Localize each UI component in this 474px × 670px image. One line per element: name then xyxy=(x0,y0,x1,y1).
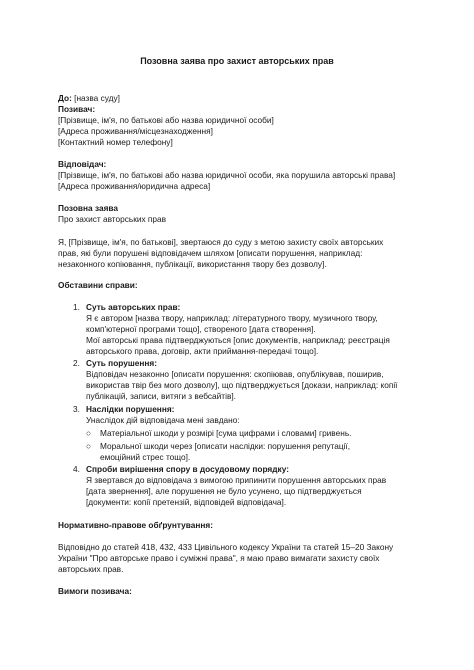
to-value: [назва суду] xyxy=(71,93,120,103)
item-line: [документи: копії претензій, відповідей відповідача]. xyxy=(86,497,287,507)
list-item xyxy=(58,464,428,512)
sub-item-line: Матеріальної шкоди у розмірі [сума цифрами і словами] гривень. xyxy=(100,428,352,438)
demands-label: Вимоги позивача: xyxy=(58,586,132,596)
item-line: Я звертався до відповідача з вимогою припинити порушення авторських прав xyxy=(86,475,387,485)
legal-basis-label: Нормативно-правове обґрунтування: xyxy=(58,520,214,530)
item-heading: Суть порушення: xyxy=(86,358,157,368)
intro-paragraph xyxy=(58,237,428,270)
list-item xyxy=(58,404,428,460)
claim-label: Позовна заява xyxy=(58,203,119,213)
intro-line: прав, які були порушені відповідачем шляхом [описати порушення, наприклад: xyxy=(58,248,363,258)
sub-bullet-item xyxy=(86,428,418,439)
item-heading: Спроби вирішення спору в досудовому порядку: xyxy=(86,464,289,474)
to-label: До: xyxy=(58,93,72,103)
list-item xyxy=(58,302,428,358)
item-number: 1. xyxy=(73,302,80,312)
intro-line: незаконного копіювання, публікації, використання твору без дозволу]. xyxy=(58,259,327,269)
item-line: Унаслідок дій відповідача мені завдано: xyxy=(86,415,240,425)
court-line xyxy=(58,93,428,104)
claim-section xyxy=(58,203,428,225)
claimant-line: [Контактний номер телефону] xyxy=(58,137,173,147)
claimant-label: Позивач: xyxy=(58,104,96,114)
sub-bullet-item xyxy=(86,441,418,463)
item-heading: Наслідки порушення: xyxy=(86,404,175,414)
claimant-line: [Адреса проживання/місцезнаходження] xyxy=(58,126,213,136)
sub-item-line: емоційний стрес тощо]. xyxy=(100,452,191,462)
item-line: публікацій, записи, витяги з вебсайтів]. xyxy=(86,391,236,401)
item-line: Я є автором [назва твору, наприклад: літературного твору, музичного твору, xyxy=(86,313,378,323)
circle-bullet-icon: ○ xyxy=(86,441,92,451)
claim-subtitle: Про захист авторських прав xyxy=(58,214,167,224)
item-number: 2. xyxy=(73,358,80,368)
item-number: 3. xyxy=(73,404,80,414)
item-line: комп'ютерної програми тощо], створеного [дата створення]. xyxy=(86,324,316,334)
legal-line: Відповідно до статей 418, 432, 433 Цивільного кодексу України та статей 15–20 Закону xyxy=(58,542,394,552)
defendant-line: [Адреса проживання/юридична адреса] xyxy=(58,181,211,191)
item-line: Відповідач незаконно [описати порушення: скопіював, опублікував, поширив, xyxy=(86,369,384,379)
defendant-line: [Прізвище, ім'я, по батькові або назва юридичної особи, яка порушила авторські права] xyxy=(58,170,396,180)
defendant-section xyxy=(58,159,428,192)
legal-line: України "Про авторське право і суміжні права", я маю право вимагати захисту своїх xyxy=(58,553,380,563)
legal-line: авторських прав. xyxy=(58,564,124,574)
circle-bullet-icon: ○ xyxy=(86,428,92,438)
claimant-section xyxy=(58,104,428,148)
sub-item-line: Моральної шкоди через [описати наслідки: порушення репутації, xyxy=(100,441,351,451)
intro-line: Я, [Прізвище, ім'я, по батькові], звертаюся до суду з метою захисту своїх авторських xyxy=(58,237,384,247)
item-heading: Суть авторських прав: xyxy=(86,302,181,312)
item-line: авторського права, договір, акти приймання-передачі тощо]. xyxy=(86,346,319,356)
circumstances-label: Обставини справи: xyxy=(58,280,138,290)
item-number: 4. xyxy=(73,464,80,474)
item-line: Мої авторські права підтверджуються [опис документів, наприклад: реєстрація xyxy=(86,335,390,345)
legal-basis-paragraph xyxy=(58,542,428,575)
item-line: [дата звернення], але порушення не було усунено, що підтверджується xyxy=(86,486,362,496)
claimant-line: [Прізвище, ім'я, по батькові або назва юридичної особи] xyxy=(58,115,274,125)
document-title: Позовна заява про захист авторських прав xyxy=(140,56,334,66)
list-item xyxy=(58,358,428,403)
defendant-label: Відповідач: xyxy=(58,159,107,169)
item-line: використав твір без мого дозволу], що підтверджується [докази, наприклад: копії xyxy=(86,380,398,390)
